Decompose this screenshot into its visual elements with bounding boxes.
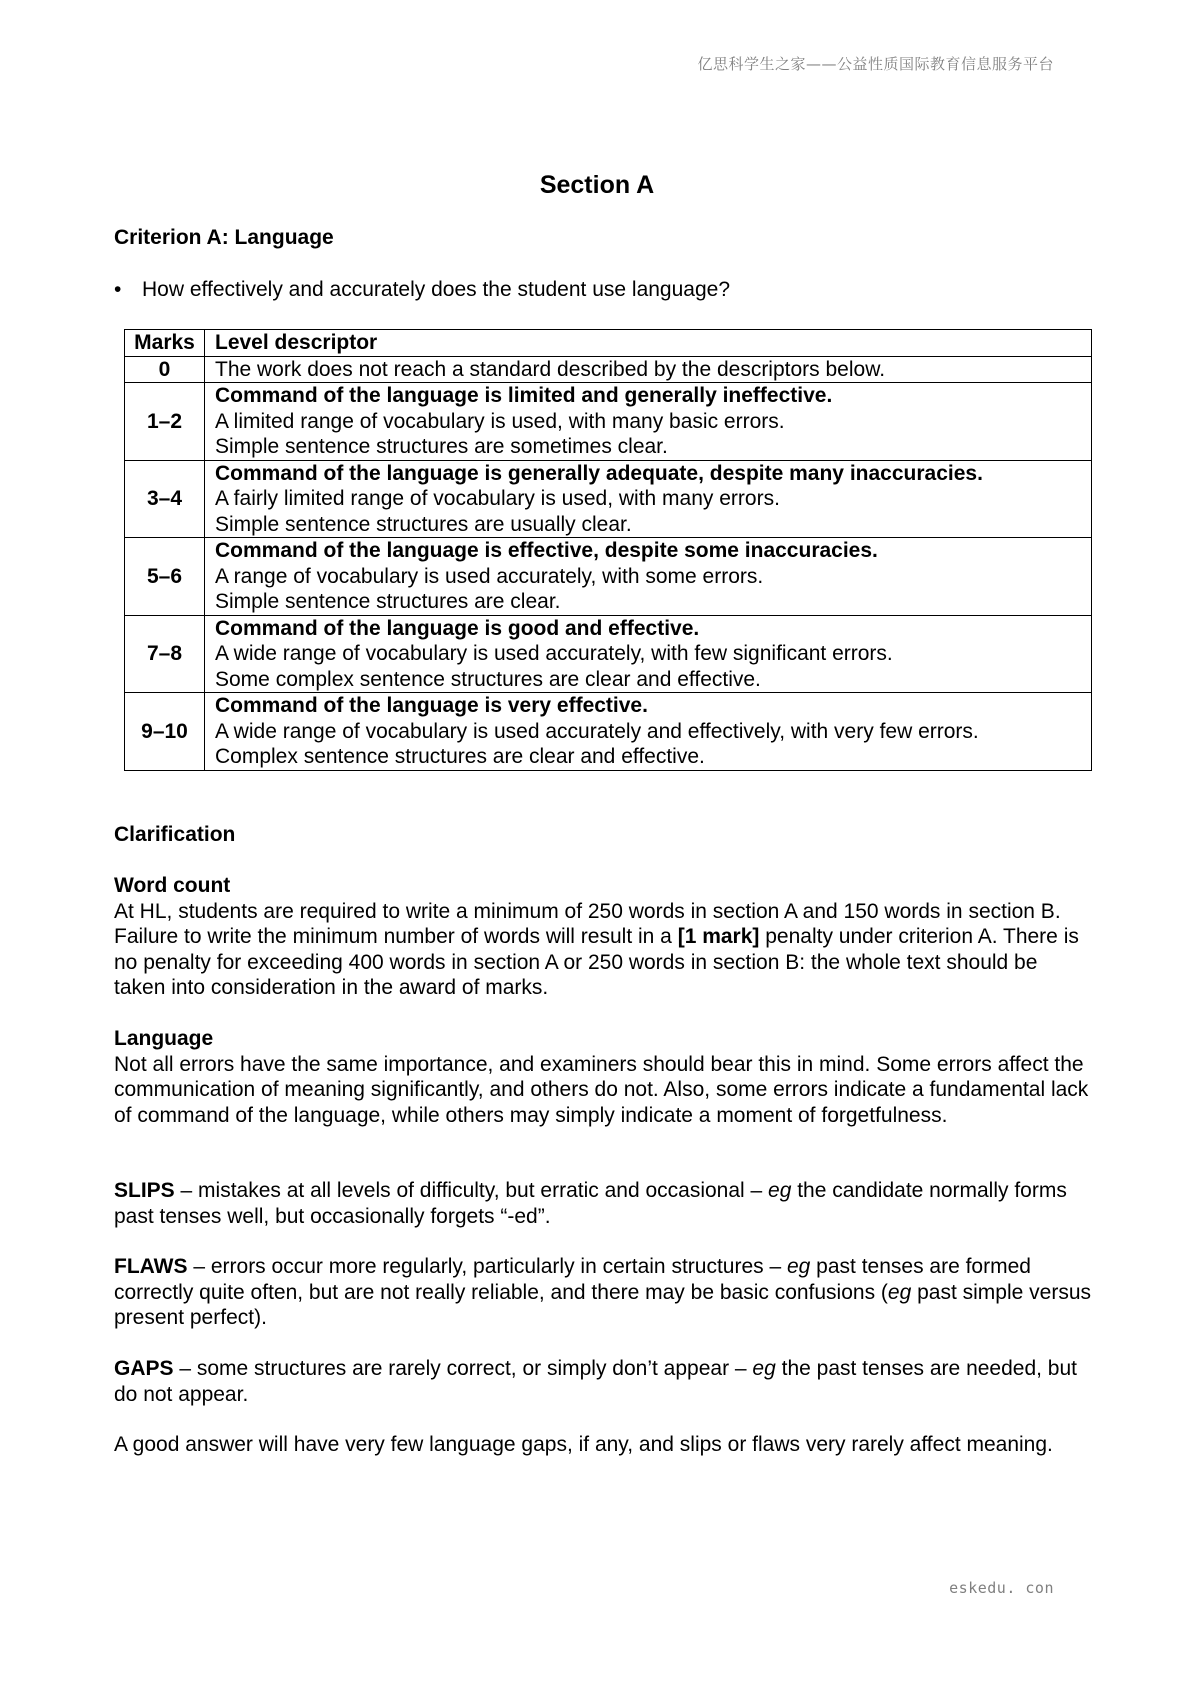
descriptor-cell: [205, 383, 1092, 461]
descriptor-line: A range of vocabulary is used accurately, with some errors.: [215, 564, 764, 588]
descriptor-cell: [205, 356, 1092, 383]
table-row: [125, 538, 1092, 616]
descriptor-line: A limited range of vocabulary is used, with many basic errors.: [215, 409, 785, 433]
rubric-table: [124, 329, 1092, 771]
slips-eg: eg: [768, 1179, 792, 1202]
guiding-question: [114, 277, 730, 303]
slips-text-2: the candidate normally forms past tenses well, but occasionally forgets “-ed”.: [114, 1179, 1067, 1228]
marks-cell: 7–8: [125, 615, 205, 693]
descriptor-summary: Command of the language is effective, despite some inaccuracies.: [215, 539, 878, 562]
word-count-heading: Word count: [114, 874, 231, 897]
word-count-text-2: penalty under criterion A. There is no penalty for exceeding 400 words in section A or 250 words in section B: the whole text should be taken into consideration in the award of marks.: [114, 925, 1079, 999]
descriptor-line: A wide range of vocabulary is used accurately, with few significant errors.: [215, 642, 893, 665]
gaps-eg: eg: [752, 1357, 776, 1380]
descriptor-cell: [205, 460, 1092, 538]
gaps-text-2: the past tenses are needed, but do not appear.: [114, 1357, 1077, 1406]
table-header-row: [125, 330, 1092, 357]
descriptor-summary: Command of the language is very effective.: [215, 694, 648, 717]
good-answer-paragraph: A good answer will have very few language gaps, if any, and slips or flaws very rarely affect meaning.: [114, 1433, 1053, 1456]
table-row: [125, 693, 1092, 771]
descriptor-header: Level descriptor: [205, 330, 1092, 357]
guiding-question-text: How effectively and accurately does the student use language?: [142, 278, 730, 301]
slips-paragraph: [114, 1178, 1094, 1229]
flaws-term: FLAWS: [114, 1255, 188, 1278]
descriptor-line: Simple sentence structures are usually clear.: [215, 512, 632, 536]
descriptor-line: The work does not reach a standard described by the descriptors below.: [215, 357, 886, 381]
table-row: [125, 615, 1092, 693]
marks-cell: 5–6: [125, 538, 205, 616]
descriptor-cell: [205, 538, 1092, 616]
bullet-icon: •: [114, 278, 122, 301]
descriptor-summary: Command of the language is generally adequate, despite many inaccuracies.: [215, 461, 983, 485]
gaps-paragraph: [114, 1356, 1094, 1407]
header-watermark: 亿思科学生之家——公益性质国际教育信息服务平台: [697, 55, 1054, 73]
clarification-heading: Clarification: [114, 823, 236, 846]
footer-watermark: eskedu. con: [949, 1579, 1054, 1597]
marks-cell: 9–10: [125, 693, 205, 771]
slips-text-1: – mistakes at all levels of difficulty, but erratic and occasional –: [174, 1179, 769, 1202]
gaps-term: GAPS: [114, 1357, 174, 1380]
descriptor-summary: Command of the language is good and effective.: [215, 616, 700, 640]
language-paragraph: Not all errors have the same importance, and examiners should bear this in mind. Some errors affect the communication of meaning significantly, and others do not. Also, some errors indicate a fundamental lack of command of the language, while others may simply indicate a moment of forgetfulness.: [114, 1052, 1089, 1127]
table-row: [125, 460, 1092, 538]
descriptor-summary: Command of the language is limited and generally ineffective.: [215, 384, 833, 407]
descriptor-line: A wide range of vocabulary is used accurately and effectively, with very few errors.: [215, 719, 979, 743]
descriptor-line: Simple sentence structures are clear.: [215, 590, 561, 613]
descriptor-cell: [205, 693, 1092, 771]
slips-term: SLIPS: [114, 1179, 175, 1202]
marks-cell: 0: [125, 356, 205, 383]
descriptor-line: A fairly limited range of vocabulary is used, with many errors.: [215, 487, 780, 510]
marks-cell: 1–2: [125, 383, 205, 461]
descriptor-cell: [205, 615, 1092, 693]
penalty-label: [1 mark]: [677, 925, 760, 948]
table-row: [125, 383, 1092, 461]
word-count-paragraph: [114, 899, 1094, 1001]
marks-cell: 3–4: [125, 460, 205, 538]
language-heading: Language: [114, 1027, 214, 1050]
flaws-text-3: past simple versus present perfect).: [114, 1280, 1092, 1329]
word-count-section: [114, 873, 1094, 1001]
table-row: [125, 356, 1092, 383]
gaps-text-1: – some structures are rarely correct, or simply don’t appear –: [173, 1357, 753, 1380]
descriptor-line: Complex sentence structures are clear and effective.: [215, 745, 705, 768]
flaws-text-1: – errors occur more regularly, particularly in certain structures –: [187, 1255, 787, 1278]
section-title: Section A: [539, 171, 655, 199]
flaws-paragraph: [114, 1254, 1094, 1331]
word-count-text-1: At HL, students are required to write a minimum of 250 words in section A and 150 words in section B. Failure to write the minimum number of words will result in a: [114, 899, 1061, 948]
flaws-eg: eg: [786, 1255, 811, 1278]
descriptor-line: Some complex sentence structures are clear and effective.: [215, 667, 761, 691]
descriptor-line: Simple sentence structures are sometimes clear.: [215, 435, 668, 458]
criterion-title: Criterion A: Language: [114, 226, 334, 249]
language-section: [114, 1026, 1094, 1128]
flaws-eg-2: eg: [887, 1280, 912, 1304]
marks-header: Marks: [125, 330, 205, 357]
flaws-text-2: past tenses are formed correctly quite often, but are not really reliable, and there may be basic confusions (: [114, 1255, 1031, 1304]
